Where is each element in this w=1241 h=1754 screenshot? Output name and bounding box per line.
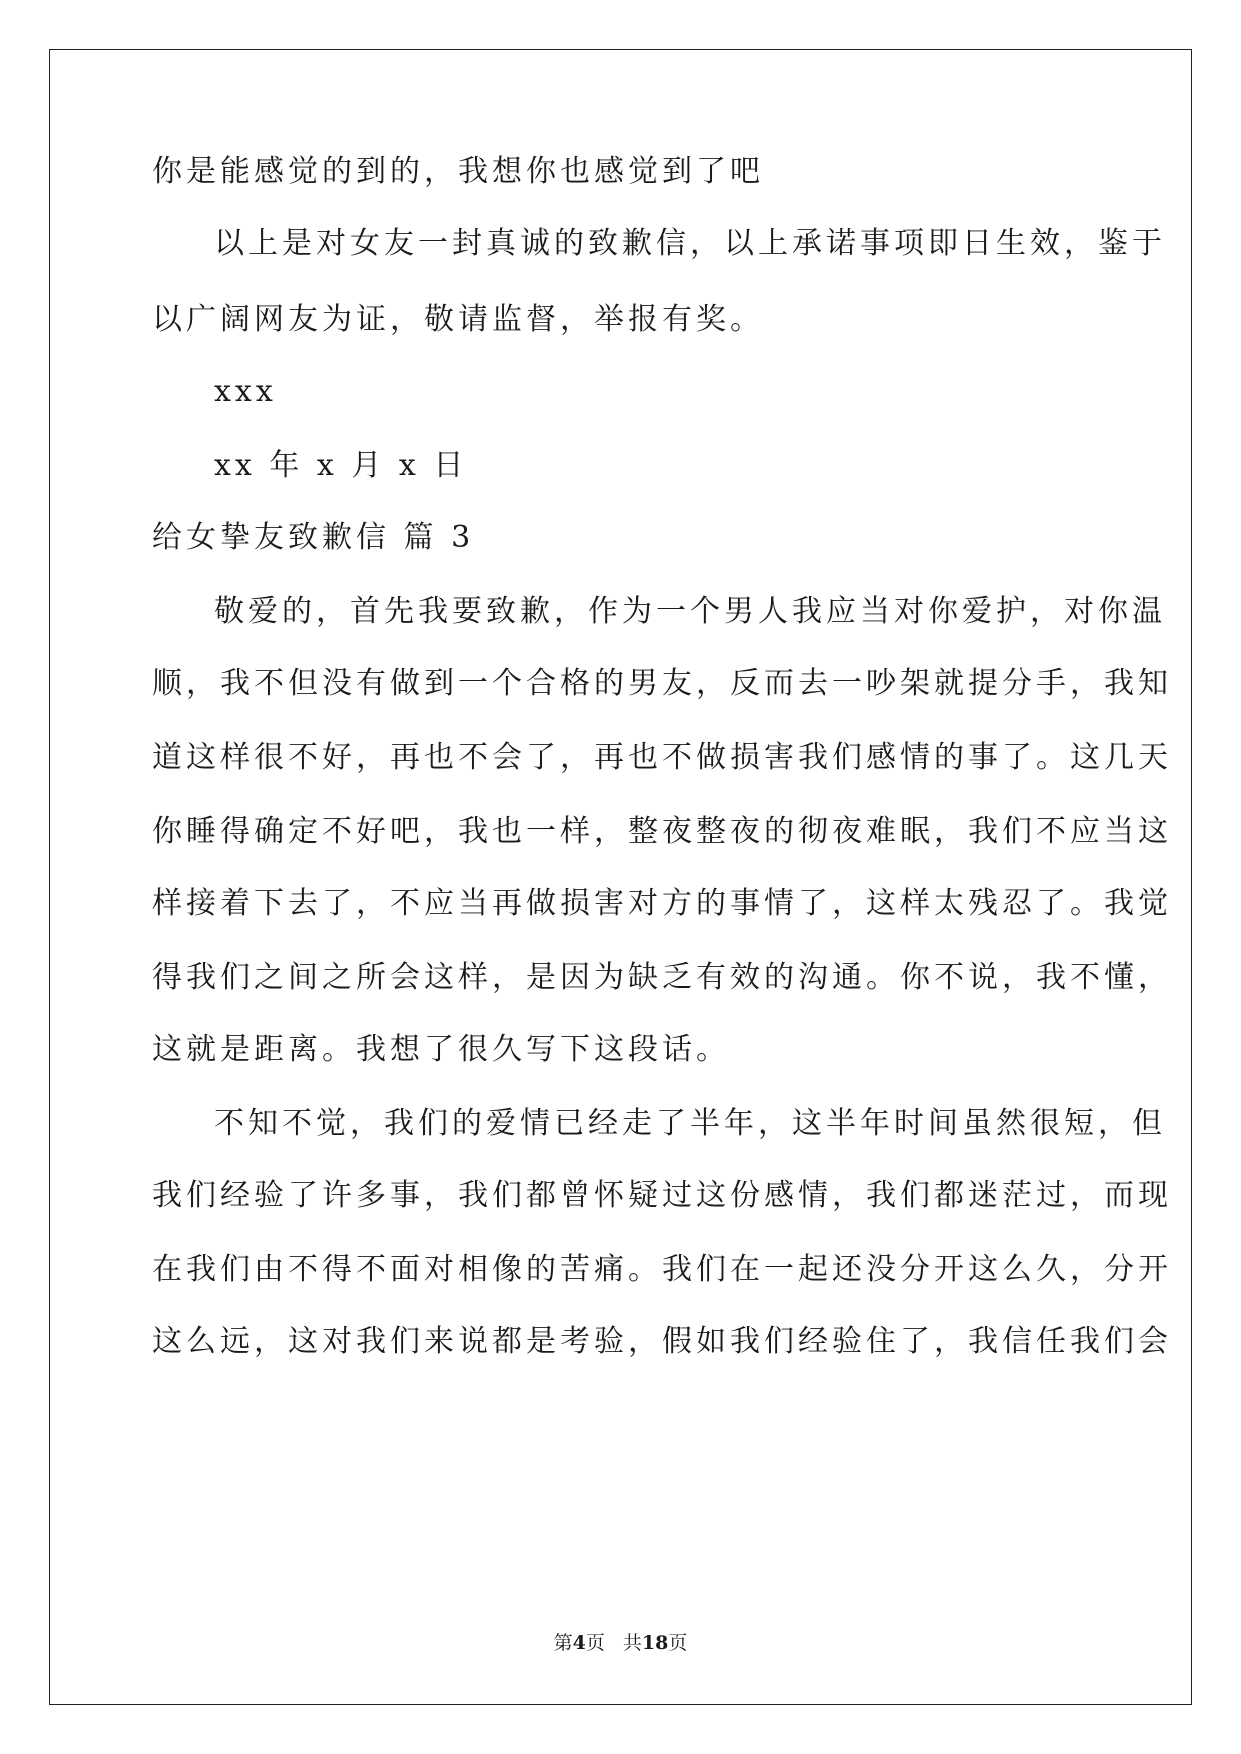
text-line: 你是能感觉的到的，我想你也感觉到了吧 [152, 154, 764, 189]
date-line: xx 年 x 月 x 日 [214, 448, 468, 483]
page-border [49, 49, 1192, 1705]
text-line: 得我们之间之所会这样，是因为缺乏有效的沟通。你不说，我不懂， [152, 960, 1172, 995]
text-line: 样接着下去了，不应当再做损害对方的事情了，这样太残忍了。我觉 [152, 886, 1172, 921]
text-line: 不知不觉，我们的爱情已经走了半年，这半年时间虽然很短，但 [214, 1106, 1166, 1141]
section-heading: 给女挚友致歉信 篇 3 [152, 520, 475, 555]
total-suffix: 页 [668, 1632, 688, 1654]
text-line: 这么远，这对我们来说都是考验，假如我们经验住了，我信任我们会 [152, 1324, 1172, 1359]
page-footer [0, 1628, 1241, 1655]
text-line: 以广阔网友为证，敬请监督，举报有奖。 [152, 302, 764, 337]
total-prefix: 共 [622, 1632, 642, 1654]
page-prefix: 第 [553, 1632, 573, 1654]
text-line: 在我们由不得不面对相像的苦痛。我们在一起还没分开这么久，分开 [152, 1252, 1172, 1287]
text-line: 你睡得确定不好吧，我也一样，整夜整夜的彻夜难眠，我们不应当这 [152, 814, 1172, 849]
text-line: 以上是对女友一封真诚的致歉信，以上承诺事项即日生效，鉴于 [214, 226, 1166, 261]
page-current: 4 [572, 1632, 586, 1654]
text-line: 敬爱的，首先我要致歉，作为一个男人我应当对你爱护，对你温 [214, 594, 1166, 629]
page-total: 18 [641, 1632, 669, 1654]
signature-line: xxx [214, 374, 277, 409]
text-line: 道这样很不好，再也不会了，再也不做损害我们感情的事了。这几天 [152, 740, 1172, 775]
text-line: 这就是距离。我想了很久写下这段话。 [152, 1032, 730, 1067]
text-line: 顺，我不但没有做到一个合格的男友，反而去一吵架就提分手，我知 [152, 666, 1172, 701]
text-line: 我们经验了许多事，我们都曾怀疑过这份感情，我们都迷茫过，而现 [152, 1178, 1172, 1213]
page-suffix: 页 [585, 1632, 605, 1654]
